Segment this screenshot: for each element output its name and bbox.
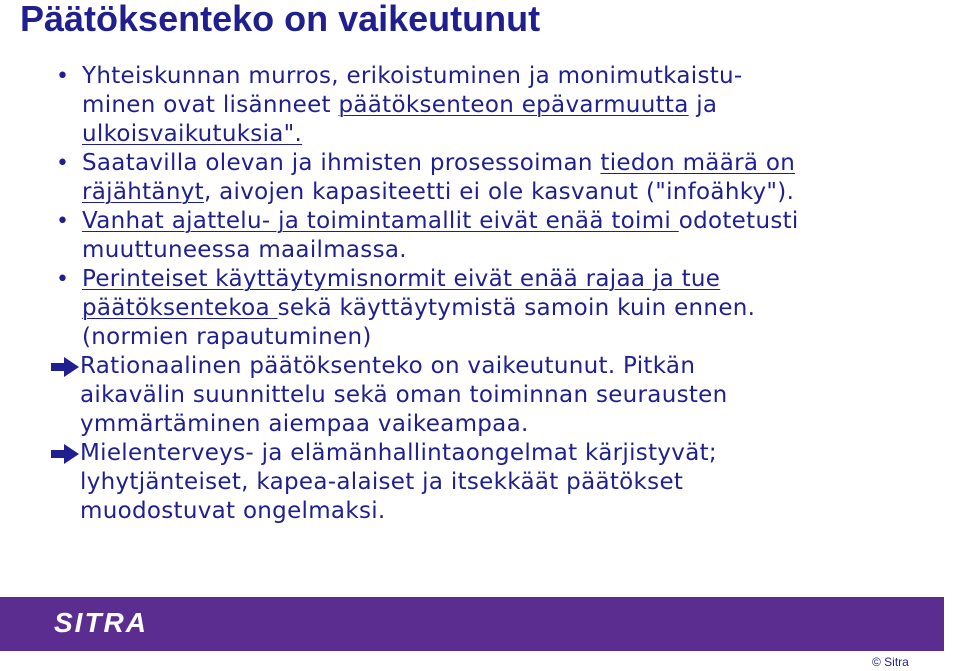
slide-content bbox=[52, 62, 942, 526]
list-item bbox=[52, 62, 942, 149]
arrow-item bbox=[50, 352, 942, 439]
item-line: ymmärtäminen aiempaa vaikeampaa. bbox=[80, 411, 529, 437]
item-line: Saatavilla olevan ja ihmisten prosessoiman tiedon määrä on bbox=[82, 150, 796, 176]
list-item bbox=[52, 265, 942, 352]
bullet-icon: • bbox=[56, 151, 70, 176]
list-item bbox=[52, 207, 942, 265]
arrow-item bbox=[50, 439, 942, 526]
item-line: (normien rapautuminen) bbox=[82, 324, 372, 350]
item-line: räjähtänyt, aivojen kapasiteetti ei ole kasvanut ("infoähky"). bbox=[82, 179, 795, 205]
item-line: muuttuneessa maailmassa. bbox=[82, 237, 407, 263]
svg-text:SITRA: SITRA bbox=[54, 607, 148, 638]
arrow-right-icon bbox=[50, 443, 80, 465]
page-title: Päätöksenteko on vaikeutunut bbox=[20, 0, 541, 39]
item-line: Mielenterveys- ja elämänhallintaongelmat kärjistyvät; bbox=[80, 440, 717, 466]
item-line: Rationaalinen päätöksenteko on vaikeutunut. Pitkän bbox=[80, 353, 696, 379]
item-line: minen ovat lisänneet päätöksenteon epävarmuutta ja bbox=[82, 92, 718, 118]
list-item bbox=[52, 149, 942, 207]
bullet-icon: • bbox=[56, 64, 70, 89]
item-line: ulkoisvaikutuksia". bbox=[82, 121, 303, 147]
item-line: Vanhat ajattelu- ja toimintamallit eivät enää toimi odotetusti bbox=[82, 208, 799, 234]
item-line: aikavälin suunnittelu sekä oman toiminnan seurausten bbox=[80, 382, 728, 408]
bullet-icon: • bbox=[56, 209, 70, 234]
bullet-icon: • bbox=[56, 267, 70, 292]
arrow-right-icon bbox=[50, 356, 80, 378]
item-line: lyhytjänteiset, kapea-alaiset ja itsekkäät päätökset bbox=[80, 469, 684, 495]
copyright-text: © Sitra bbox=[872, 655, 909, 669]
item-line: muodostuvat ongelmaksi. bbox=[80, 498, 386, 524]
item-line: Perinteiset käyttäytymisnormit eivät enää rajaa ja tue bbox=[82, 266, 721, 292]
sitra-logo bbox=[52, 605, 178, 639]
item-line: Yhteiskunnan murros, erikoistuminen ja monimutkaistu- bbox=[82, 63, 743, 89]
item-line: päätöksentekoa sekä käyttäytymistä samoin kuin ennen. bbox=[82, 295, 756, 321]
